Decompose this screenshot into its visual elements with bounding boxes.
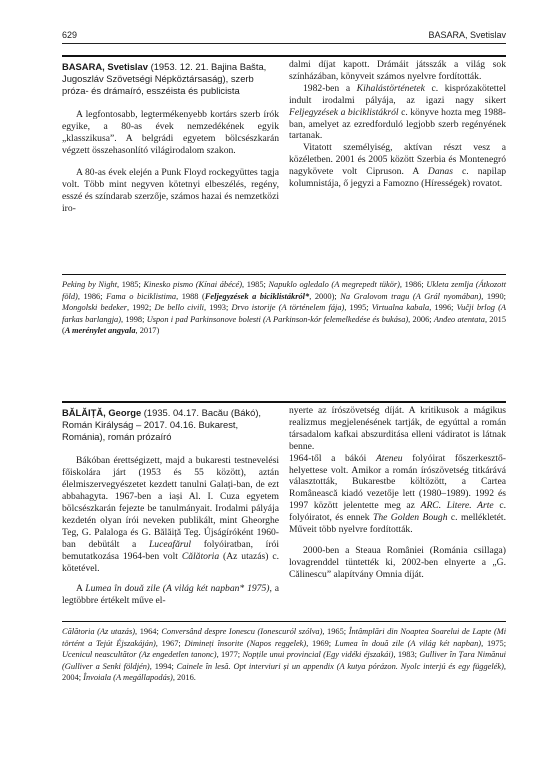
bibliography-item: , 1994; — [149, 661, 177, 671]
bibliography-item: , 1969; — [306, 638, 335, 648]
bibliography-item: Conversând despre Ionescu (Ionescuról szólva) — [161, 627, 323, 636]
entry1-paragraph: A 80-as évek elején a Punk Floyd rockegyüttes tagja volt. Több mint negyven kötetnyi elbeszélés, regény, esszé és színdarab szerzője, számos hazai és nemzetközi iro- — [62, 167, 279, 214]
bibliography-item: Mongolski bedeker — [62, 303, 127, 313]
bibliography-item: Peking by Night — [62, 280, 118, 289]
bibliography-item: Lumea în două zile (A világ két napban) — [334, 638, 482, 648]
entry-rule — [62, 55, 506, 57]
entry1-paragraph: Vitatott személyiség, aktívan részt vesz a közéletben. 2001 és 2005 között Szerbia és Montenegró nagykövete volt Cipruson. A Danas c. napilap kolumnistája, ő jegyzi a Famozno (Hírességek) rovatot. — [289, 142, 506, 190]
entry2-right-column — [289, 405, 506, 581]
entry2-paragraph: Bákóban érettségizett, majd a bukaresti testnevelési főiskolára járt (1953 és 55 között), aztán élelmiszervegyészetet kezdett tanulni Galați-ban, de ezt abbahagyta. 1967-ben a iași Al. I. Cuza egyetem bölcsészkarán fejezte be tanulmányait. Irodalmi pályája kezdetén olyan írói neveken publikált, mint Gheorghe Teg, G. Palaloga és G. Bălăiță Teg. Újságíróként 1960-ban debütált a Luceafărul folyóiratban, írói bemutatkozása 1964-ben volt Călătoria (Az utazás) c. kötetével. — [62, 455, 279, 574]
bibliography-item: Ucenicul neascultător (Az engedetlen tanonc) — [62, 650, 217, 660]
entry1-paragraph: 1982-ben a Kihalástörténetek c. kisprózakötettel indult irodalmi pályája, az igazi nagy sikert Feljegyzések a biciklistákról c. könyve hozta meg 1988-ban, amelyet az ezredforduló legjobb szerb regényének tartanak. — [289, 82, 506, 142]
bibliography-item: , 1964; — [135, 627, 162, 636]
entry2-left-column — [62, 407, 279, 607]
entry2-paragraph: 1964-től a bákói Ateneu folyóirat főszerkesztő-helyettese volt. Amikor a román írószövetség titkárává választották, Bukarestbe költözött, a Cartea Românească kiadó vezetője lett (1980–1989). 1992 és 1997 között jelentette meg az ARC. Litere. Arte c. folyóiratot, és ennek The Golden Bough c. mellékletét. Műveit több nyelvre fordították. — [289, 452, 506, 536]
bibliography-item: Napuklo ogledalo (A megrepedt tükör) — [268, 280, 400, 289]
bibliography-item: , 2016. — [172, 673, 196, 683]
entry2-name: BĂLĂIȚĂ, George — [62, 407, 142, 418]
entry1-right-column — [289, 59, 506, 190]
bibliography-rule — [62, 274, 506, 275]
bibliography-item: , 1993; — [203, 303, 232, 313]
entry1-paragraph: A legfontosabb, legtermékenyebb kortárs szerb írók egyike, a 80-as évek nemzedékének egyik „klasszikusa”. A belgrádi egyetem bölcsészkarán végzett összehasonlító világirodalom szakon. — [62, 109, 279, 157]
bibliography-item: , 1995; — [344, 303, 372, 313]
bibliography-item: Feljegyzések a biciklistákról* — [204, 291, 310, 301]
bibliography-item: , 1967; — [155, 638, 185, 648]
bibliography-item: , 1986; — [77, 291, 107, 301]
bibliography-item: , 1983; — [393, 650, 420, 660]
bibliography-item: Fama o biciklistima — [106, 291, 177, 301]
bibliography-item: Kinesko pismo (Kínai ábécé) — [143, 280, 243, 289]
entry1-bibliography — [62, 279, 506, 337]
entry1-paragraph: dalmi díjat kapott. Drámáit játsszák a világ sok színházában, könyveit számos nyelvre fordították. — [289, 59, 506, 82]
bibliography-item: De bello civili — [154, 303, 204, 313]
entry2-paragraph: 2000-ben a Steaua României (Románia csillaga) lovagrenddel tüntették ki, 2002-ben elnyerte a „G. Călinescu” alapítvány Omnia díját. — [289, 544, 506, 580]
bibliography-item: Învoiala (A megállapodás) — [83, 673, 173, 683]
bibliography-item: Drvo istorije (A történelem fája) — [231, 303, 345, 313]
bibliography-item: Nopțile unui provincial (Egy vidéki éjszakái) — [242, 650, 394, 660]
bibliography-item: Călătoria (Az utazás) — [62, 627, 136, 636]
bibliography-item: , 2004; — [62, 661, 507, 683]
entry2-paragraph: A Lumea în două zile (A világ két napban* 1975), a legtöbbre értékelt műve el- — [62, 583, 279, 607]
bibliography-item: , 1996; — [429, 303, 457, 313]
bibliography-item: Vučji brlog (A farkas barlangja) — [62, 303, 507, 324]
bibliography-item: , 1986; — [399, 280, 427, 289]
bibliography-item: Dimineți însorite (Napos reggelek) — [184, 638, 307, 648]
bibliography-item: Virtualna kabala — [371, 303, 430, 313]
bibliography-item: Uspon i pad Parkinsonove bolesti (A Parkinson-kór felemelkedése és bukása) — [146, 314, 409, 324]
entry2-meta: (1935. 04.17. Bacău (Bákó), Román Királyság – 2017. 04.16. Bukarest, Románia), román prózaíró — [62, 407, 262, 442]
bibliography-item: Ukleta zemlja (Átkozott föld) — [62, 280, 507, 301]
bibliography-item: Cainele în lesă. Opt interviuri și un appendix (A kutya pórázon. Nyolc interjú és egy függelék) — [176, 661, 504, 671]
entry1-left-column — [62, 61, 279, 215]
bibliography-item: , 1990; — [481, 291, 507, 301]
entry-rule — [62, 401, 506, 403]
bibliography-item: , 1985; — [242, 280, 269, 289]
entry1-heading — [62, 61, 279, 96]
bibliography-item: Anđeo atentata — [433, 314, 485, 324]
bibliography-item: , 2015 ( — [62, 314, 507, 336]
entry1-name: BASARA, Svetislav — [62, 61, 148, 72]
bibliography-item: , 2006; — [408, 314, 434, 324]
bibliography-item: Na Gralovom tragu (A Grál nyomában) — [340, 291, 482, 301]
entry2-bibliography — [62, 626, 506, 684]
bibliography-item: , 2017) — [135, 326, 160, 336]
bibliography-item: A merénylet angyala — [64, 326, 136, 336]
page-number: 629 — [62, 30, 78, 40]
bibliography-item: , 1998; — [121, 314, 147, 324]
bibliography-rule — [62, 621, 506, 622]
bibliography-item: , 1988 ( — [176, 291, 205, 301]
bibliography-item: Întâmplări din Noaptea Soarelui de Lapte (Mi történt a Tejút Éjszakáján) — [62, 627, 507, 648]
bibliography-item: , 1985; — [117, 280, 144, 289]
running-head: BASARA, Svetislav — [428, 30, 506, 40]
entry2-heading — [62, 407, 279, 442]
bibliography-item: , 1992; — [127, 303, 155, 313]
bibliography-item: Gulliver în Țara Nimănui (Gulliver a Senki földjén) — [62, 650, 507, 671]
entry1-meta: (1953. 12. 21. Bajina Bašta, Jugoszláv Szövetségi Népköztársaság), szerb próza- és drámaíró, esszéista és publicista — [62, 61, 267, 96]
bibliography-item: , 2000); — [309, 291, 341, 301]
bibliography-item: , 1975; — [481, 638, 507, 648]
bibliography-item: , 1965; — [322, 627, 349, 636]
entry2-paragraph: nyerte az írószövetség díját. A kritikusok a mágikus realizmus megjelenésének tartják, de egyúttal a román társadalom kafkai abszurditása elleni vádiratot is látnak benne. — [289, 405, 506, 452]
header-rule — [62, 43, 506, 44]
bibliography-item: , 1977; — [216, 650, 243, 660]
